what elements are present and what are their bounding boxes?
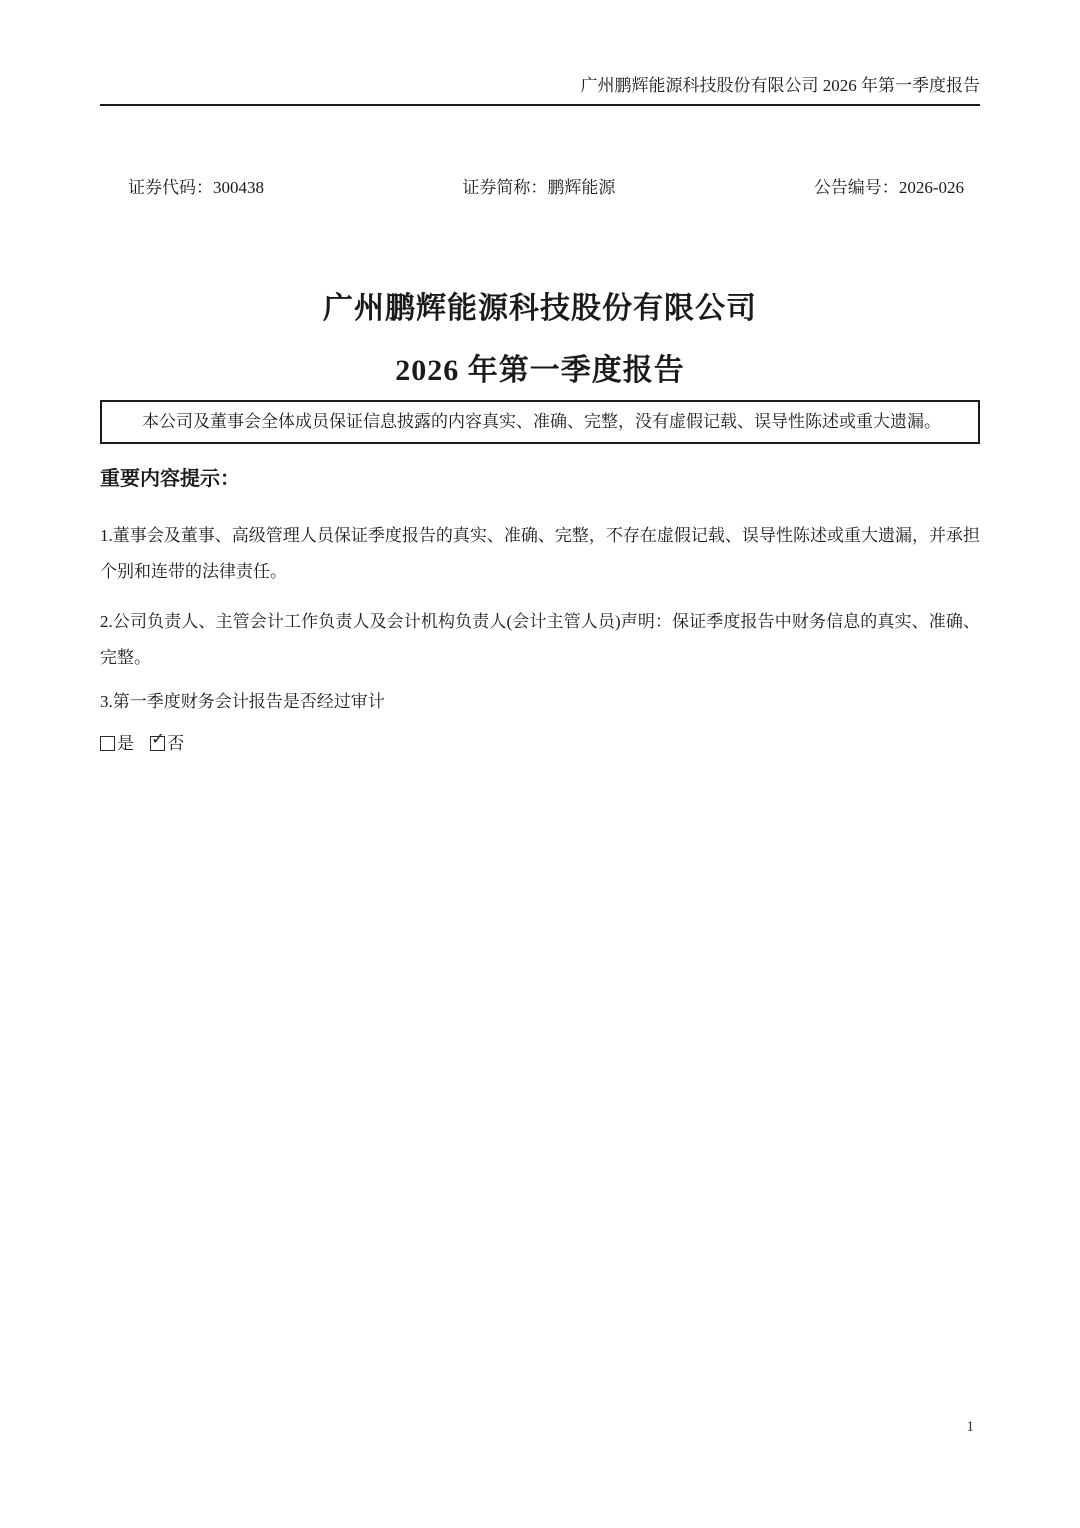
notice-item-2: 2.公司负责人、主管会计工作负责人及会计机构负责人(会计主管人员)声明：保证季度报告中财务信息的真实、准确、完整。 xyxy=(100,612,980,667)
stock-name xyxy=(462,176,615,199)
running-header xyxy=(100,0,980,106)
stock-code-label: 证券代码： xyxy=(128,178,213,197)
codes-row xyxy=(100,176,980,199)
audit-option-yes xyxy=(100,734,138,753)
important-notice-heading: 重要内容提示： xyxy=(100,468,240,490)
audit-no-label: 否 xyxy=(167,734,185,753)
running-header-title: 广州鹏辉能源科技股份有限公司 2026 年第一季度报告 xyxy=(580,76,980,95)
announcement-number-label: 公告编号： xyxy=(813,178,899,197)
checkbox-unchecked-icon xyxy=(100,736,115,751)
disclaimer-box xyxy=(100,400,980,444)
stock-code xyxy=(128,176,264,199)
audit-answer-row xyxy=(100,726,980,762)
notice-item-1: 1.董事会及董事、高级管理人员保证季度报告的真实、准确、完整，不存在虚假记载、误导性陈述或重大遗漏，并承担个别和连带的法律责任。 xyxy=(100,526,980,581)
page-number: 1 xyxy=(966,1419,974,1435)
stock-name-label: 证券简称： xyxy=(462,178,548,197)
announcement-number-value: 2026-026 xyxy=(898,178,964,197)
stock-code-value: 300438 xyxy=(213,178,264,197)
report-title: 2026 年第一季度报告 xyxy=(395,354,685,387)
disclaimer-text: 本公司及董事会全体成员保证信息披露的内容真实、准确、完整，没有虚假记载、误导性陈述或重大遗漏。 xyxy=(142,412,941,431)
company-name-title: 广州鹏辉能源科技股份有限公司 xyxy=(323,292,757,325)
checkbox-checked-icon xyxy=(150,729,165,751)
notice-item-3: 3.第一季度财务会计报告是否经过审计 xyxy=(100,692,385,711)
announcement-number xyxy=(814,176,964,199)
stock-name-value: 鹏辉能源 xyxy=(547,178,616,197)
check-mark-icon: ✓ xyxy=(151,729,165,748)
audit-yes-label: 是 xyxy=(117,734,134,753)
audit-option-no xyxy=(150,729,185,753)
